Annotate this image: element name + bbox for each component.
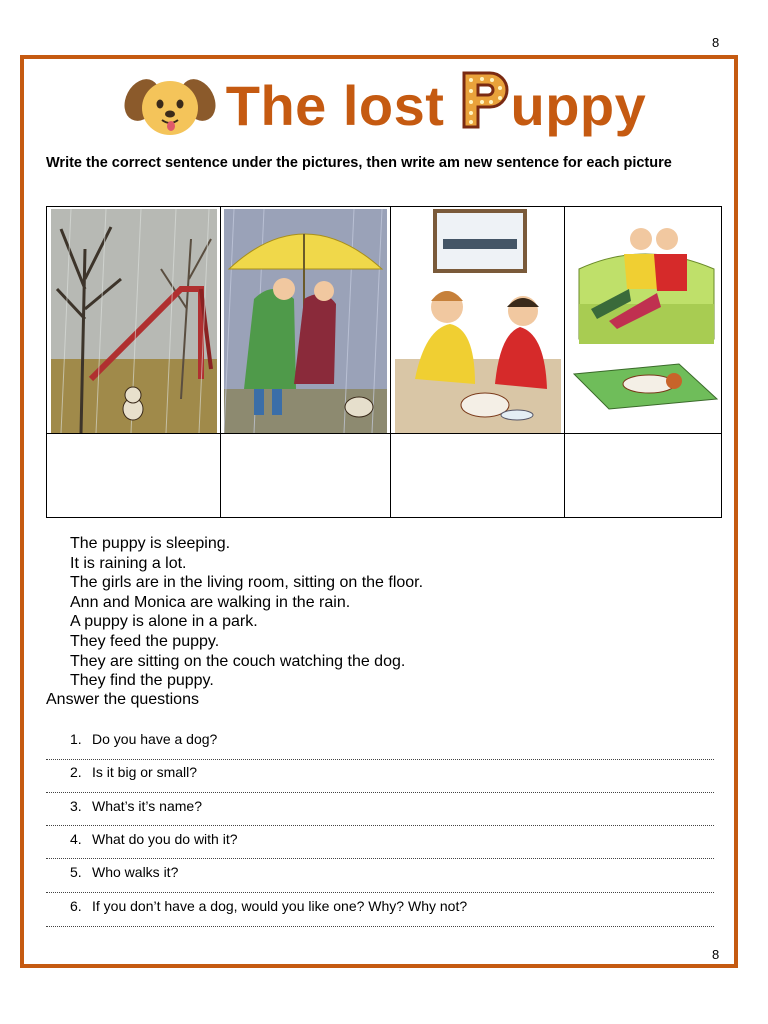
sentence-item: A puppy is alone in a park. (70, 613, 258, 631)
question-text: Who walks it? (92, 864, 179, 880)
marquee-letter-icon (460, 71, 510, 142)
picture-umbrella (224, 209, 387, 433)
grid-divider (390, 207, 391, 517)
sentence-item: It is raining a lot. (70, 554, 187, 572)
question-number: 1. (70, 731, 82, 747)
picture-park-rain (51, 209, 217, 433)
answer-line[interactable] (46, 892, 714, 893)
page-number-top: 8 (712, 35, 720, 50)
title-row (0, 66, 768, 146)
answer-line[interactable] (46, 926, 714, 927)
answer-line[interactable] (46, 792, 714, 793)
grid-divider (564, 207, 565, 517)
question-number: 5. (70, 864, 82, 880)
question-text: Is it big or small? (92, 764, 198, 780)
page-number-bottom: 8 (712, 947, 720, 962)
question-number: 3. (70, 798, 82, 814)
grid-divider (47, 433, 721, 434)
sentence-item: The puppy is sleeping. (70, 535, 231, 552)
sentence-list (70, 534, 423, 691)
grid-divider (220, 207, 221, 517)
page-title (226, 71, 647, 142)
title-before: The lost (225, 73, 461, 137)
answer-line[interactable] (46, 759, 714, 760)
picture-grid (46, 206, 722, 518)
question-item (70, 864, 178, 880)
picture-couch (569, 209, 719, 433)
instruction-text: Write the correct sentence under the pictures, then write am new sentence for each picture (46, 155, 672, 171)
question-item (70, 898, 467, 914)
sentence-item: The girls are in the living room, sitting on the floor. (70, 574, 424, 592)
question-item (70, 831, 238, 847)
question-item (70, 764, 197, 780)
answer-line[interactable] (46, 825, 714, 826)
question-item (70, 731, 217, 747)
sentence-item: Ann and Monica are walking in the rain. (70, 593, 351, 611)
question-text: If you don’t have a dog, would you like one? Why? Why not? (92, 898, 468, 914)
answer-line[interactable] (46, 858, 714, 859)
sentence-item: They are sitting on the couch watching the dog. (70, 652, 406, 670)
picture-feeding (395, 209, 561, 433)
puppy-face-icon (122, 74, 218, 138)
question-text: Do you have a dog? (92, 731, 218, 747)
answer-section-title: Answer the questions (46, 691, 199, 708)
question-number: 6. (70, 898, 82, 914)
question-item (70, 798, 202, 814)
question-text: What’s it’s name? (92, 798, 202, 814)
sentence-item: They feed the puppy. (70, 632, 220, 650)
question-number: 4. (70, 831, 82, 847)
question-number: 2. (70, 764, 82, 780)
question-text: What do you do with it? (92, 831, 238, 847)
title-after: uppy (510, 73, 647, 137)
sentence-item: They find the puppy. (70, 672, 214, 690)
